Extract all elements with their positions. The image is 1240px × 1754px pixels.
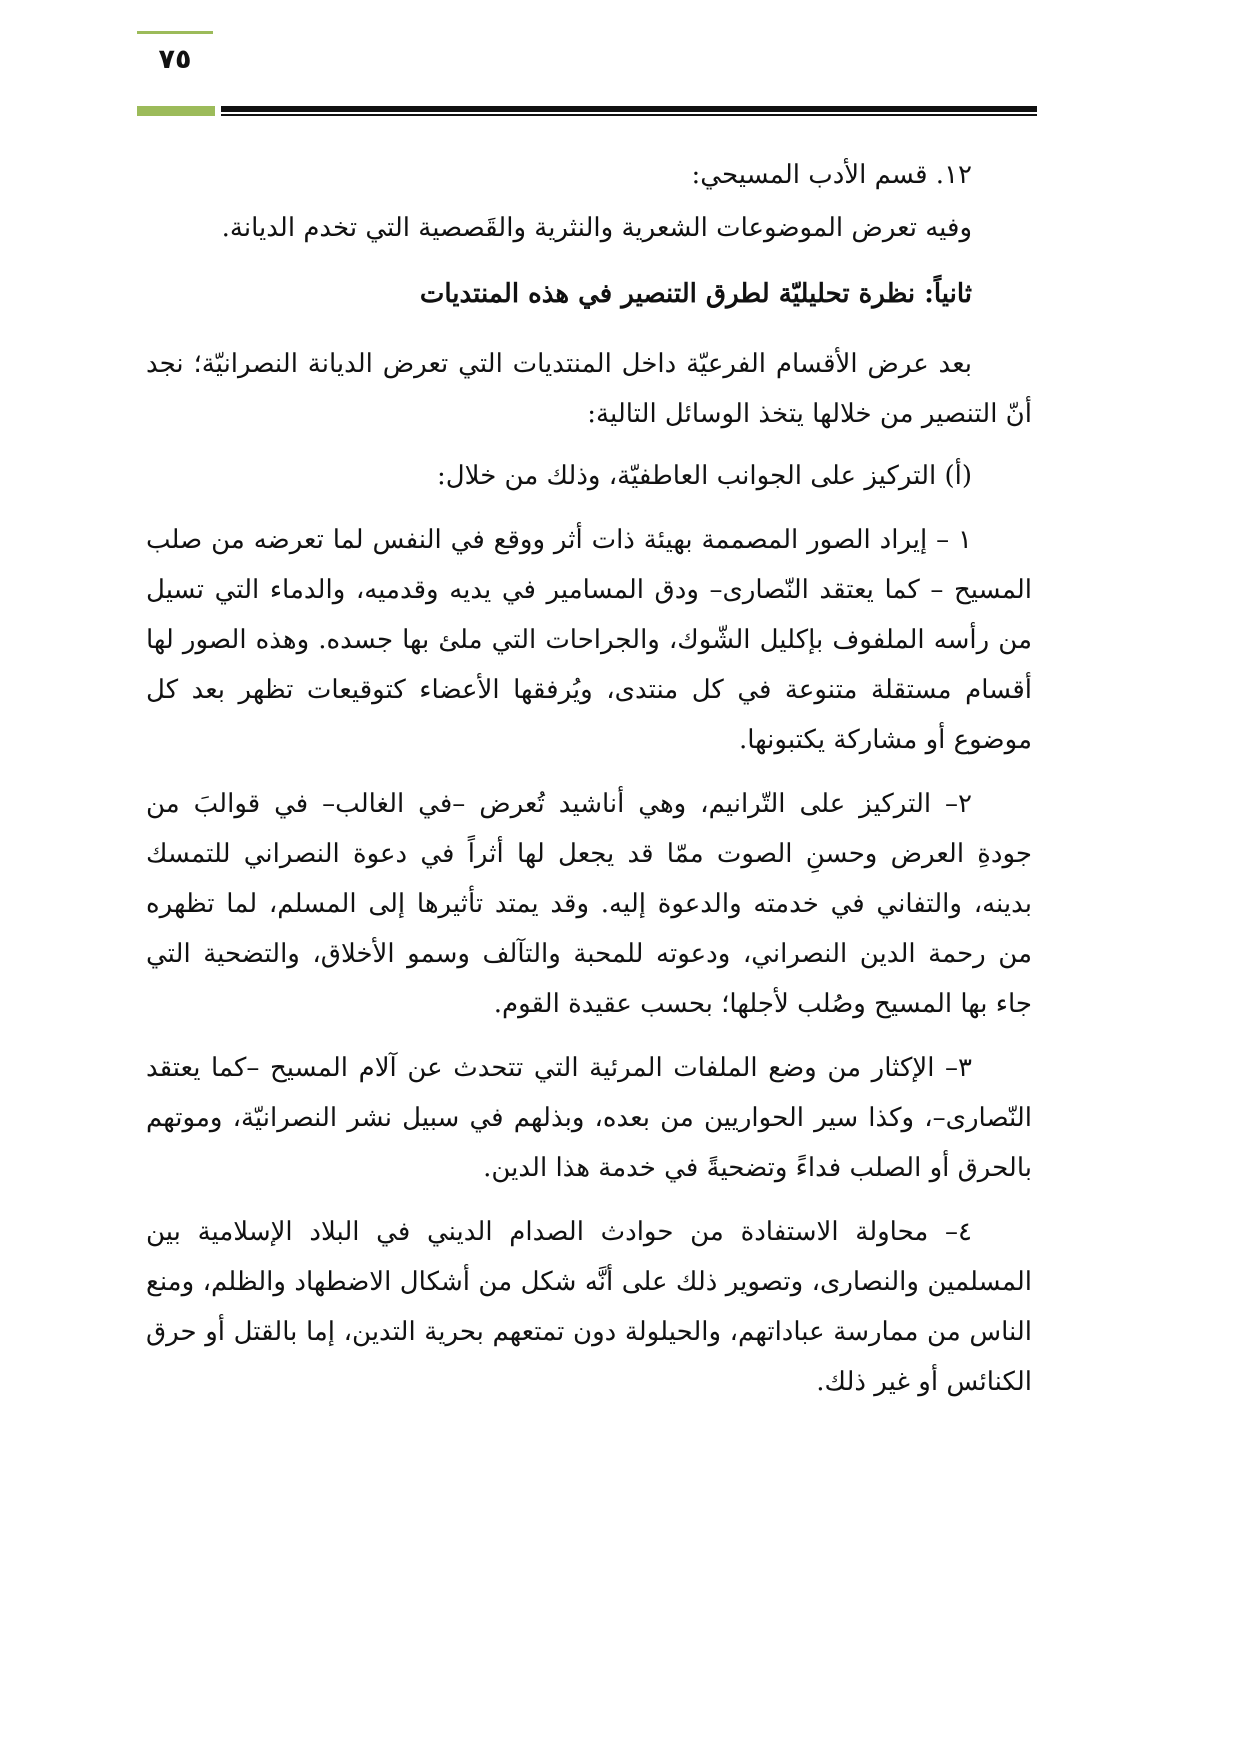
item-12-body: وفيه تعرض الموضوعات الشعرية والنثرية والقَصصية التي تخدم الديانة. <box>221 213 972 243</box>
section-heading <box>146 269 1032 319</box>
intro-paragraph: بعد عرض الأقسام الفرعيّة داخل المنتديات التي تعرض الديانة النصرانيّة؛ نجد أنّ التنصير من خلالها يتخذ الوسائل التالية: <box>146 349 1032 429</box>
paragraph-3: ٣– الإكثار من وضع الملفات المرئية التي تتحدث عن آلام المسيح –كما يعتقد النّصارى–، وكذا سير الحواريين من بعده، وبذلهم في سبيل نشر النصرانيّة، وموتهم بالحرق أو الصلب فداءً وتضحيةً في خدمة هذا الدين. <box>146 1053 1032 1183</box>
paragraph-2: ٢– التركيز على التّرانيم، وهي أناشيد تُعرض –في الغالب– في قوالبَ من جودةِ العرض وحسنِ الصوت ممّا قد يجعل لها أثراً في دعوة النصراني للتمسك بدينه، والتفاني في خدمته والدعوة إليه. وقد يمتد تأثيرها إلى المسلم، لما تظهره من رحمة الدين النصراني، ودعوته للمحبة والتآلف وسمو الأخلاق، والتضحية التي جاء بها المسيح وصُلب لأجلها؛ بحسب عقيدة القوم. <box>146 789 1032 1019</box>
header-rule-thick <box>221 106 1037 112</box>
page-body <box>146 150 1032 1407</box>
heading-text: نظرة تحليليّة لطرق التنصير في هذه المنتديات <box>419 279 925 309</box>
item-12-title: ١٢. قسم الأدب المسيحي: <box>691 160 972 190</box>
subheading-a: (أ) التركيز على الجوانب العاطفيّة، وذلك من خلال: <box>437 461 972 491</box>
page-number: ٧٥ <box>158 44 192 75</box>
heading-prefix: ثانياً: <box>924 279 972 309</box>
paragraph-1: ١ – إيراد الصور المصممة بهيئة ذات أثر ووقع في النفس لما تعرضه من صلب المسيح – كما يعتقد النّصارى– ودق المسامير في يديه وقدميه، والدماء التي تسيل من رأسه الملفوف بإكليل الشّوك، والجراحات التي ملئ بها جسده. وهذه الصور لها أقسام مستقلة متنوعة في كل منتدى، ويُرفقها الأعضاء كتوقيعات تظهر بعد كل موضوع أو مشاركة يكتبونها. <box>146 525 1032 755</box>
paragraph-4: ٤– محاولة الاستفادة من حوادث الصدام الديني في البلاد الإسلامية بين المسلمين والنصارى، وتصوير ذلك على أنَّه شكل من أشكال الاضطهاد والظلم، ومنع الناس من ممارسة عباداتهم، والحيلولة دون تمتعهم بحرية التدين، إما بالقتل أو حرق الكنائس أو غير ذلك. <box>146 1217 1033 1397</box>
page-number-top-rule <box>137 31 213 34</box>
header-accent-bar <box>137 106 215 116</box>
header-rule-thin <box>221 114 1037 116</box>
